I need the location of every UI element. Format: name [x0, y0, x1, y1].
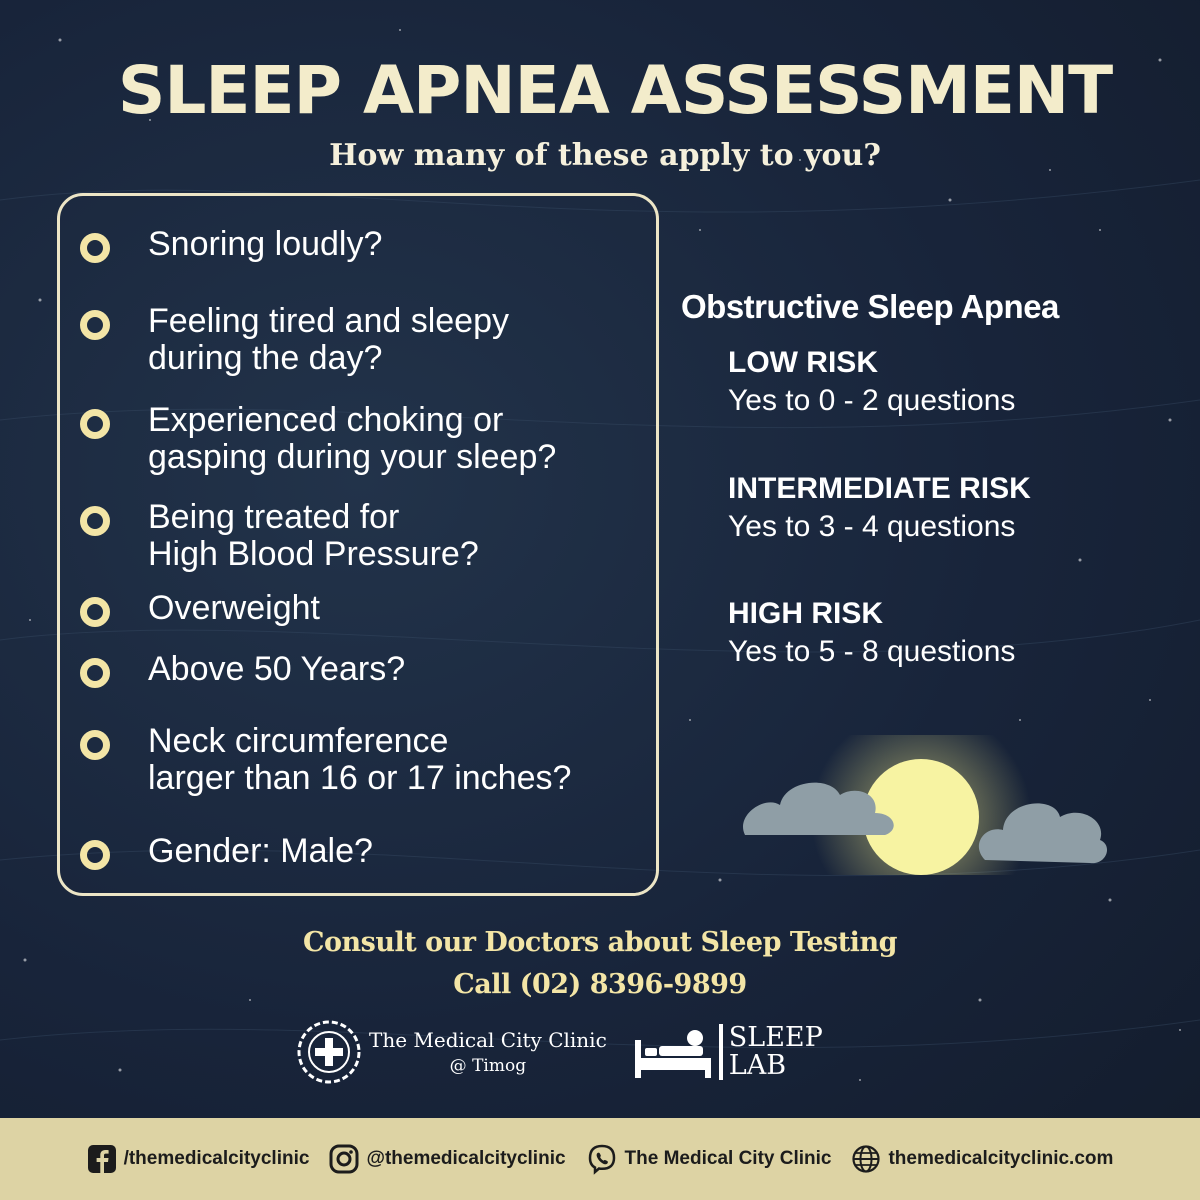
risk-level-low — [728, 346, 1015, 418]
question-text: Gender: Male? — [148, 832, 373, 870]
viber-icon — [586, 1143, 618, 1175]
facebook-handle: /themedicalcityclinic — [123, 1148, 310, 1169]
viber-name: The Medical City Clinic — [624, 1148, 832, 1169]
footer-viber-link[interactable] — [586, 1143, 832, 1175]
circle-checkbox-icon[interactable] — [80, 658, 110, 688]
website-url: themedicalcityclinic.com — [888, 1148, 1114, 1169]
question-text: Above 50 Years? — [148, 650, 406, 688]
question-text: Experienced choking or gasping during your sleep? — [148, 401, 557, 476]
question-item[interactable] — [80, 723, 571, 797]
question-item[interactable] — [80, 402, 556, 476]
globe-icon — [851, 1144, 881, 1174]
risk-level-high — [728, 597, 1015, 669]
question-text: Feeling tired and sleepy during the day? — [148, 302, 510, 377]
circle-checkbox-icon[interactable] — [80, 409, 110, 439]
risk-level-label: LOW RISK — [728, 346, 878, 379]
clinic-logo-text — [369, 1028, 607, 1076]
facebook-icon — [87, 1144, 117, 1174]
call-to-action — [0, 922, 1200, 1006]
question-text: Being treated for High Blood Pressure? — [148, 498, 479, 573]
question-text: Neck circumference larger than 16 or 17 inches? — [148, 722, 572, 797]
clinic-name: The Medical City Clinic — [369, 1028, 607, 1052]
clinic-seal-icon — [295, 1018, 363, 1086]
question-item[interactable] — [80, 499, 479, 573]
bed-icon — [633, 1024, 713, 1080]
instagram-icon — [329, 1144, 359, 1174]
clinic-location: @ Timog — [449, 1056, 527, 1076]
footer-instagram-link[interactable] — [329, 1144, 565, 1174]
logo-row — [295, 1018, 823, 1086]
risk-panel-heading: Obstructive Sleep Apnea — [681, 288, 1059, 325]
page-subtitle: How many of these apply to you? — [329, 138, 881, 173]
circle-checkbox-icon[interactable] — [80, 730, 110, 760]
sleep-lab-line2: LAB — [728, 1050, 787, 1081]
question-item[interactable] — [80, 833, 373, 870]
page-title: SLEEP APNEA ASSESSMENT — [117, 52, 1113, 129]
footer-facebook-link[interactable] — [87, 1144, 310, 1174]
sleep-lab-line1: SLEEP — [728, 1022, 823, 1053]
cta-phone-text[interactable]: Call (02) 8396-9899 — [453, 969, 747, 1000]
circle-checkbox-icon[interactable] — [80, 506, 110, 536]
question-item[interactable] — [80, 590, 320, 627]
risk-level-range: Yes to 5 - 8 questions — [728, 635, 1016, 668]
risk-level-range: Yes to 0 - 2 questions — [728, 384, 1016, 417]
circle-checkbox-icon[interactable] — [80, 233, 110, 263]
question-text: Snoring loudly? — [148, 225, 383, 263]
footer-website-link[interactable] — [851, 1144, 1113, 1174]
risk-level-intermediate — [728, 472, 1031, 544]
question-item[interactable] — [80, 303, 509, 377]
risk-level-label: INTERMEDIATE RISK — [728, 472, 1031, 505]
moon-clouds-illustration — [735, 735, 1115, 875]
question-item[interactable] — [80, 651, 405, 688]
circle-checkbox-icon[interactable] — [80, 310, 110, 340]
circle-checkbox-icon[interactable] — [80, 840, 110, 870]
footer-bar — [0, 1118, 1200, 1200]
question-item[interactable] — [80, 226, 382, 263]
cta-consult-text: Consult our Doctors about Sleep Testing — [303, 927, 897, 958]
sleep-lab-logo-text — [719, 1024, 823, 1080]
circle-checkbox-icon[interactable] — [80, 597, 110, 627]
question-text: Overweight — [148, 589, 320, 627]
risk-level-range: Yes to 3 - 4 questions — [728, 510, 1016, 543]
instagram-handle: @themedicalcityclinic — [366, 1148, 566, 1169]
risk-level-label: HIGH RISK — [728, 597, 884, 630]
